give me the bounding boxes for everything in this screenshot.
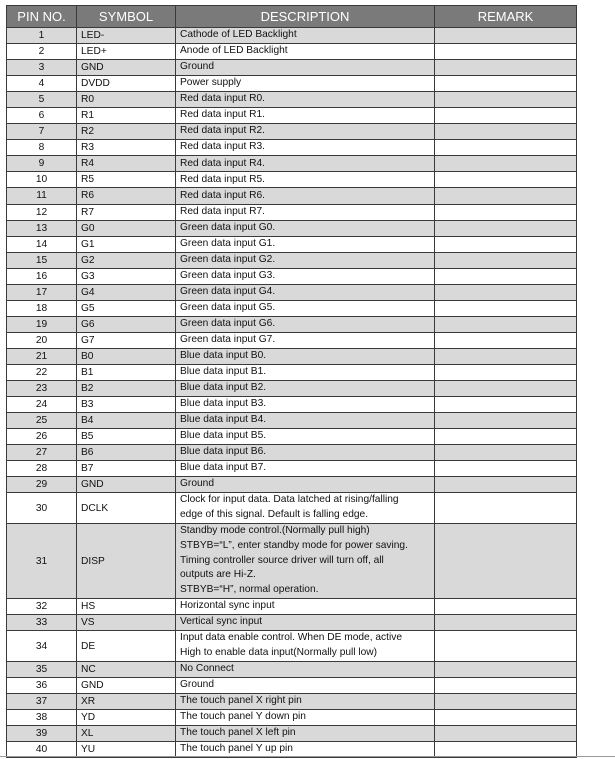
symbol-cell: G1	[77, 236, 176, 252]
table-row	[7, 493, 577, 524]
pin-number-cell: 10	[7, 172, 77, 188]
symbol-cell: LED-	[77, 28, 176, 44]
description-cell	[176, 523, 435, 598]
remark-cell	[435, 726, 577, 742]
table-row	[7, 631, 577, 662]
description-line: Power supply	[180, 77, 242, 89]
description-line: Red data input R2.	[180, 125, 265, 137]
symbol-cell: R4	[77, 156, 176, 172]
description-cell	[176, 252, 435, 268]
pin-number-cell: 5	[7, 92, 77, 108]
description-cell	[176, 60, 435, 76]
description-line: Green data input G5.	[180, 301, 276, 313]
description-cell	[176, 364, 435, 380]
table-row	[7, 252, 577, 268]
description-line: STBYB=“H”, normal operation.	[180, 584, 319, 596]
remark-cell	[435, 381, 577, 397]
symbol-cell: B7	[77, 461, 176, 477]
description-line: Blue data input B7.	[180, 462, 267, 474]
pin-number-cell: 38	[7, 710, 77, 726]
symbol-cell: DCLK	[77, 493, 176, 524]
description-line: Green data input G3.	[180, 269, 276, 281]
symbol-cell: B6	[77, 445, 176, 461]
pin-number-cell: 4	[7, 76, 77, 92]
pin-number-cell: 33	[7, 615, 77, 631]
description-cell	[176, 28, 435, 44]
remark-cell	[435, 429, 577, 445]
remark-cell	[435, 332, 577, 348]
description-cell	[176, 445, 435, 461]
remark-cell	[435, 710, 577, 726]
description-line: Red data input R4.	[180, 157, 265, 169]
symbol-cell: VS	[77, 615, 176, 631]
description-line: The touch panel X left pin	[180, 727, 296, 739]
pin-number-cell: 40	[7, 742, 77, 758]
table-row	[7, 710, 577, 726]
remark-cell	[435, 44, 577, 60]
description-cell	[176, 140, 435, 156]
table-row	[7, 332, 577, 348]
pin-table-header	[7, 6, 577, 28]
description-cell	[176, 381, 435, 397]
pin-number-cell: 16	[7, 268, 77, 284]
table-row	[7, 44, 577, 60]
symbol-cell: GND	[77, 60, 176, 76]
description-line: Blue data input B2.	[180, 382, 267, 394]
table-row	[7, 140, 577, 156]
pin-number-cell: 17	[7, 284, 77, 300]
symbol-cell: YU	[77, 742, 176, 758]
description-line: Red data input R6.	[180, 189, 265, 201]
remark-cell	[435, 300, 577, 316]
description-line: Timing controller source driver will turn off, all	[180, 554, 384, 566]
remark-cell	[435, 204, 577, 220]
pin-number-cell: 30	[7, 493, 77, 524]
symbol-cell: B3	[77, 397, 176, 413]
symbol-cell: B1	[77, 364, 176, 380]
remark-cell	[435, 477, 577, 493]
description-line: outputs are Hi-Z.	[180, 569, 256, 581]
remark-cell	[435, 523, 577, 598]
description-line: Cathode of LED Backlight	[180, 29, 297, 41]
description-cell	[176, 44, 435, 60]
table-row	[7, 429, 577, 445]
description-line: Ground	[180, 61, 214, 73]
pin-number-cell: 6	[7, 108, 77, 124]
table-row	[7, 268, 577, 284]
remark-cell	[435, 316, 577, 332]
table-row	[7, 661, 577, 677]
description-line: The touch panel Y down pin	[180, 711, 306, 723]
description-cell	[176, 477, 435, 493]
table-row	[7, 220, 577, 236]
table-row	[7, 172, 577, 188]
description-line: Red data input R0.	[180, 93, 265, 105]
pin-number-cell: 15	[7, 252, 77, 268]
description-cell	[176, 156, 435, 172]
symbol-cell: GND	[77, 477, 176, 493]
symbol-cell: R3	[77, 140, 176, 156]
description-cell	[176, 413, 435, 429]
remark-cell	[435, 413, 577, 429]
remark-cell	[435, 461, 577, 477]
pin-number-cell: 32	[7, 599, 77, 615]
remark-cell	[435, 677, 577, 693]
pin-number-cell: 7	[7, 124, 77, 140]
symbol-cell: G6	[77, 316, 176, 332]
symbol-cell: B2	[77, 381, 176, 397]
table-row	[7, 300, 577, 316]
pin-number-cell: 23	[7, 381, 77, 397]
remark-cell	[435, 364, 577, 380]
pin-number-cell: 13	[7, 220, 77, 236]
description-cell	[176, 631, 435, 662]
remark-cell	[435, 348, 577, 364]
pin-number-cell: 36	[7, 677, 77, 693]
table-row	[7, 677, 577, 693]
pin-number-cell: 12	[7, 204, 77, 220]
description-cell	[176, 76, 435, 92]
table-row	[7, 477, 577, 493]
symbol-cell: B0	[77, 348, 176, 364]
table-row	[7, 413, 577, 429]
pin-number-cell: 27	[7, 445, 77, 461]
description-cell	[176, 316, 435, 332]
description-line: Ground	[180, 478, 214, 490]
symbol-cell: DVDD	[77, 76, 176, 92]
pin-table-body	[7, 28, 577, 758]
table-row	[7, 397, 577, 413]
description-line: Red data input R7.	[180, 205, 265, 217]
description-cell	[176, 693, 435, 709]
description-line: Blue data input B3.	[180, 398, 267, 410]
description-line: Blue data input B4.	[180, 414, 267, 426]
remark-cell	[435, 693, 577, 709]
table-row	[7, 364, 577, 380]
table-row	[7, 188, 577, 204]
table-row	[7, 599, 577, 615]
pin-number-cell: 3	[7, 60, 77, 76]
description-line: STBYB=“L”, enter standby mode for power saving.	[180, 539, 408, 551]
remark-cell	[435, 220, 577, 236]
symbol-cell: NC	[77, 661, 176, 677]
remark-cell	[435, 28, 577, 44]
description-cell	[176, 220, 435, 236]
symbol-cell: DISP	[77, 523, 176, 598]
description-cell	[176, 332, 435, 348]
symbol-cell: G7	[77, 332, 176, 348]
description-line: Red data input R5.	[180, 173, 265, 185]
header-symbol: SYMBOL	[77, 6, 176, 28]
table-row	[7, 124, 577, 140]
pin-number-cell: 37	[7, 693, 77, 709]
remark-cell	[435, 445, 577, 461]
remark-cell	[435, 140, 577, 156]
table-row	[7, 445, 577, 461]
description-cell	[176, 300, 435, 316]
remark-cell	[435, 236, 577, 252]
symbol-cell: XR	[77, 693, 176, 709]
description-line: edge of this signal. Default is falling edge.	[180, 509, 369, 521]
remark-cell	[435, 397, 577, 413]
description-line: Input data enable control. When DE mode, active	[180, 632, 402, 644]
symbol-cell: GND	[77, 677, 176, 693]
description-line: Green data input G1.	[180, 237, 276, 249]
table-row	[7, 348, 577, 364]
description-line: Red data input R1.	[180, 109, 265, 121]
description-cell	[176, 397, 435, 413]
description-line: Green data input G0.	[180, 221, 276, 233]
symbol-cell: R5	[77, 172, 176, 188]
remark-cell	[435, 252, 577, 268]
table-row	[7, 615, 577, 631]
pin-number-cell: 2	[7, 44, 77, 60]
description-line: No Connect	[180, 663, 234, 675]
description-cell	[176, 124, 435, 140]
pin-number-cell: 29	[7, 477, 77, 493]
description-line: Green data input G7.	[180, 334, 276, 346]
pin-number-cell: 1	[7, 28, 77, 44]
symbol-cell: B5	[77, 429, 176, 445]
description-cell	[176, 268, 435, 284]
description-line: Red data input R3.	[180, 141, 265, 153]
description-line: Horizontal sync input	[180, 600, 275, 612]
header-pin-no: PIN NO.	[7, 6, 77, 28]
pin-number-cell: 31	[7, 523, 77, 598]
symbol-cell: G3	[77, 268, 176, 284]
remark-cell	[435, 60, 577, 76]
symbol-cell: DE	[77, 631, 176, 662]
table-row	[7, 316, 577, 332]
remark-cell	[435, 284, 577, 300]
pin-number-cell: 8	[7, 140, 77, 156]
description-cell	[176, 236, 435, 252]
header-row	[7, 6, 577, 28]
table-row	[7, 284, 577, 300]
description-line: High to enable data input(Normally pull low)	[180, 647, 378, 659]
description-cell	[176, 615, 435, 631]
remark-cell	[435, 631, 577, 662]
remark-cell	[435, 661, 577, 677]
description-cell	[176, 599, 435, 615]
description-cell	[176, 461, 435, 477]
description-cell	[176, 661, 435, 677]
table-row	[7, 726, 577, 742]
pin-number-cell: 34	[7, 631, 77, 662]
remark-cell	[435, 172, 577, 188]
header-remark: REMARK	[435, 6, 577, 28]
table-row	[7, 28, 577, 44]
description-cell	[176, 348, 435, 364]
pin-number-cell: 14	[7, 236, 77, 252]
description-line: Green data input G6.	[180, 317, 276, 329]
pin-number-cell: 20	[7, 332, 77, 348]
remark-cell	[435, 76, 577, 92]
symbol-cell: G4	[77, 284, 176, 300]
description-cell	[176, 726, 435, 742]
symbol-cell: LED+	[77, 44, 176, 60]
table-row	[7, 236, 577, 252]
symbol-cell: B4	[77, 413, 176, 429]
symbol-cell: G5	[77, 300, 176, 316]
description-cell	[176, 284, 435, 300]
pin-number-cell: 39	[7, 726, 77, 742]
remark-cell	[435, 124, 577, 140]
page-bottom-rule	[0, 756, 615, 757]
symbol-cell: R2	[77, 124, 176, 140]
symbol-cell: HS	[77, 599, 176, 615]
remark-cell	[435, 615, 577, 631]
symbol-cell: G0	[77, 220, 176, 236]
remark-cell	[435, 599, 577, 615]
description-line: The touch panel Y up pin	[180, 743, 293, 755]
pin-definition-sheet	[6, 5, 576, 758]
symbol-cell: R6	[77, 188, 176, 204]
remark-cell	[435, 493, 577, 524]
description-line: The touch panel X right pin	[180, 695, 302, 707]
symbol-cell: G2	[77, 252, 176, 268]
pin-number-cell: 24	[7, 397, 77, 413]
pin-table	[6, 5, 577, 758]
table-row	[7, 60, 577, 76]
pin-number-cell: 26	[7, 429, 77, 445]
table-row	[7, 92, 577, 108]
description-line: Green data input G4.	[180, 285, 276, 297]
pin-number-cell: 11	[7, 188, 77, 204]
table-row	[7, 523, 577, 598]
symbol-cell: R7	[77, 204, 176, 220]
description-cell	[176, 710, 435, 726]
symbol-cell: R0	[77, 92, 176, 108]
remark-cell	[435, 268, 577, 284]
description-line: Vertical sync input	[180, 616, 263, 628]
pin-number-cell: 22	[7, 364, 77, 380]
symbol-cell: XL	[77, 726, 176, 742]
description-cell	[176, 677, 435, 693]
description-line: Green data input G2.	[180, 253, 276, 265]
pin-number-cell: 21	[7, 348, 77, 364]
pin-number-cell: 35	[7, 661, 77, 677]
pin-number-cell: 18	[7, 300, 77, 316]
description-cell	[176, 172, 435, 188]
description-cell	[176, 493, 435, 524]
description-line: Blue data input B6.	[180, 446, 267, 458]
description-line: Blue data input B0.	[180, 350, 267, 362]
description-cell	[176, 429, 435, 445]
table-row	[7, 204, 577, 220]
pin-number-cell: 25	[7, 413, 77, 429]
description-line: Ground	[180, 679, 214, 691]
table-row	[7, 693, 577, 709]
remark-cell	[435, 188, 577, 204]
table-row	[7, 381, 577, 397]
header-description: DESCRIPTION	[176, 6, 435, 28]
description-line: Blue data input B1.	[180, 366, 267, 378]
table-row	[7, 461, 577, 477]
description-cell	[176, 92, 435, 108]
description-line: Anode of LED Backlight	[180, 45, 288, 57]
description-cell	[176, 188, 435, 204]
remark-cell	[435, 156, 577, 172]
description-cell	[176, 108, 435, 124]
remark-cell	[435, 92, 577, 108]
symbol-cell: YD	[77, 710, 176, 726]
remark-cell	[435, 108, 577, 124]
description-line: Clock for input data. Data latched at rising/falling	[180, 494, 399, 506]
pin-number-cell: 28	[7, 461, 77, 477]
description-cell	[176, 204, 435, 220]
description-line: Blue data input B5.	[180, 430, 267, 442]
pin-number-cell: 9	[7, 156, 77, 172]
description-line: Standby mode control.(Normally pull high)	[180, 525, 370, 537]
pin-number-cell: 19	[7, 316, 77, 332]
table-row	[7, 108, 577, 124]
symbol-cell: R1	[77, 108, 176, 124]
table-row	[7, 156, 577, 172]
table-row	[7, 76, 577, 92]
